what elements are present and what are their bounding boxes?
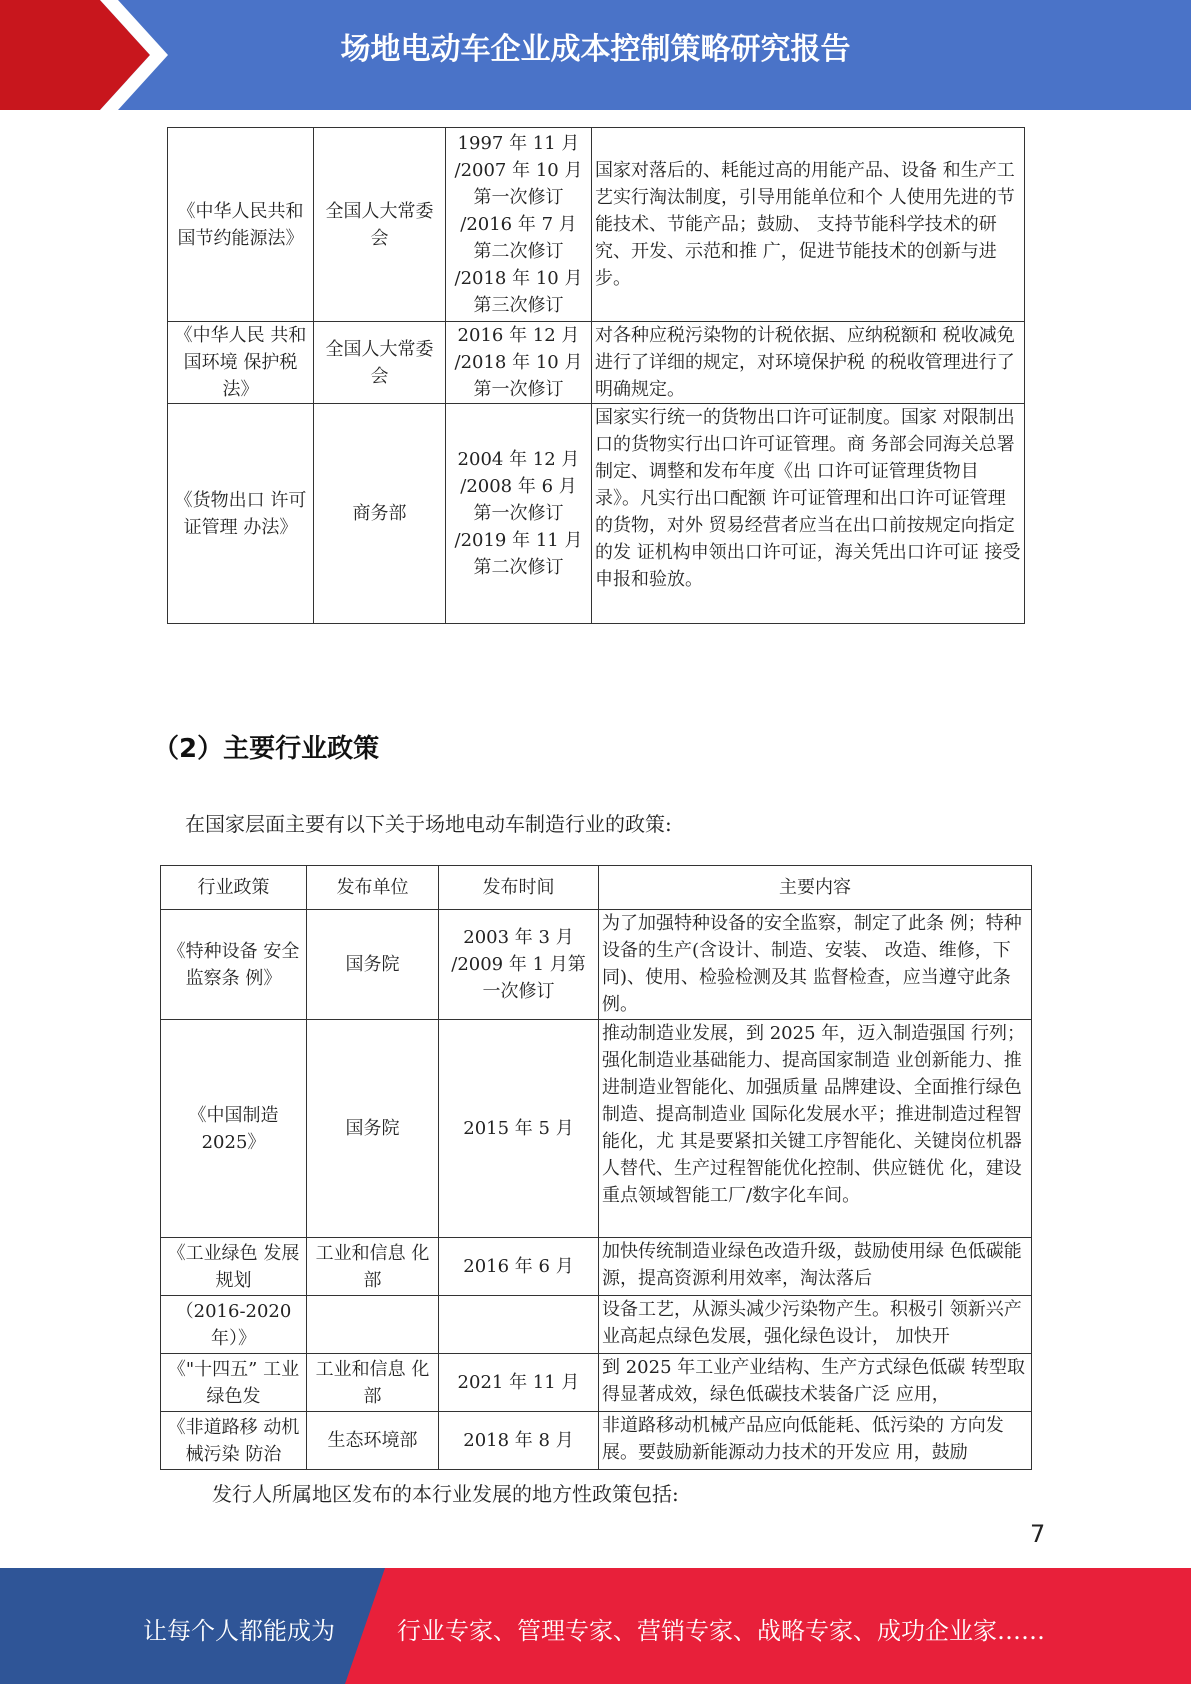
table-row <box>161 1412 1032 1470</box>
law-table <box>167 127 1025 624</box>
table-row <box>168 128 1025 322</box>
policy-name: 《中华人民 共和国环境 保护税法》 <box>168 322 314 404</box>
following-paragraph: 发行人所属地区发布的本行业发展的地方性政策包括: <box>212 1482 679 1506</box>
issue-date: 2016 年 6 月 <box>439 1238 599 1296</box>
column-header: 发布单位 <box>307 866 439 910</box>
issue-date: 1997 年 11 月 /2007 年 10 月第一次修订 /2016 年 7 月 第二次修订 /2018 年 10 月第三次修订 <box>446 128 592 322</box>
policy-name: 《非道路移 动机械污染 防治 <box>161 1412 307 1470</box>
table-row <box>161 1296 1032 1354</box>
section-heading: （2）主要行业政策 <box>153 734 380 764</box>
issue-date: 2021 年 11 月 <box>439 1354 599 1412</box>
column-header: 主要内容 <box>599 866 1032 910</box>
policy-name: 《特种设备 安全监察条 例》 <box>161 910 307 1020</box>
page-header <box>0 0 1191 110</box>
policy-content: 国家对落后的、耗能过高的用能产品、设备 和生产工艺实行淘汰制度，引导用能单位和个 人使用先进的节能技术、节能产品；鼓励、 支持节能科学技术的研究、开发、示范和推 广，促进节能技术的创新与进步。 <box>592 128 1025 322</box>
table-row <box>161 910 1032 1020</box>
policy-name: 《中国制造 2025》 <box>161 1020 307 1238</box>
policy-content: 为了加强特种设备的安全监察，制定了此条 例；特种设备的生产(含设计、制造、安装、 改造、维修，下同)、使用、检验检测及其 监督检查，应当遵守此条例。 <box>599 910 1032 1020</box>
issuer: 生态环境部 <box>307 1412 439 1470</box>
issue-date: 2015 年 5 月 <box>439 1020 599 1238</box>
policy-content: 对各种应税污染物的计税依据、应纳税额和 税收减免进行了详细的规定，对环境保护税 的税收管理进行了明确规定。 <box>592 322 1025 404</box>
issuer: 商务部 <box>314 404 446 624</box>
policy-content: 非道路移动机械产品应向低能耗、低污染的 方向发展。要鼓励新能源动力技术的开发应 用，鼓励 <box>599 1412 1032 1470</box>
industry-policy-table <box>160 865 1032 1470</box>
issue-date: 2016 年 12 月 /2018 年 10 月第一次修订 <box>446 322 592 404</box>
issuer: 工业和信息 化部 <box>307 1238 439 1296</box>
table-row <box>161 1354 1032 1412</box>
policy-name: （2016-2020 年）》 <box>161 1296 307 1354</box>
policy-content: 推动制造业发展，到 2025 年，迈入制造强国 行列；强化制造业基础能力、提高国家制造 业创新能力、推进制造业智能化、加强质量 品牌建设、全面推行绿色制造、提高制造业 国际化发展水平；推进制造过程智能化，尤 其是要紧扣关键工序智能化、关键岗位机器 人替代、生产过程智能优化控制、供应链优 化，建设重点领域智能工厂/数字化车间。 <box>599 1020 1032 1238</box>
issue-date: 2018 年 8 月 <box>439 1412 599 1470</box>
intro-paragraph: 在国家层面主要有以下关于场地电动车制造行业的政策: <box>185 812 672 836</box>
policy-content: 国家实行统一的货物出口许可证制度。国家 对限制出口的货物实行出口许可证管理。商 务部会同海关总署制定、调整和发布年度《出 口许可证管理货物目录》。凡实行出口配额 许可证管理和出口许可证管理的货物，对外 贸易经营者应当在出口前按规定向指定的发 证机构申领出口许可证，海关凭出口许可证 接受申报和验放。 <box>592 404 1025 624</box>
issuer: 全国人大常委会 <box>314 322 446 404</box>
policy-name: 《中华人民共和国节约能源法》 <box>168 128 314 322</box>
header-title: 场地电动车企业成本控制策略研究报告 <box>340 32 851 67</box>
issuer: 工业和信息 化部 <box>307 1354 439 1412</box>
policy-content: 设备工艺，从源头减少污染物产生。积极引 领新兴产业高起点绿色发展，强化绿色设计， 加快开 <box>599 1296 1032 1354</box>
issue-date: 2004 年 12 月 /2008 年 6 月 第一次修订 /2019 年 11 月 第二次修订 <box>446 404 592 624</box>
column-header: 发布时间 <box>439 866 599 910</box>
policy-name: 《工业绿色 发展规划 <box>161 1238 307 1296</box>
table-row <box>161 1238 1032 1296</box>
footer-slogan-left: 让每个人都能成为 <box>143 1617 335 1645</box>
issuer: 国务院 <box>307 1020 439 1238</box>
policy-content: 到 2025 年工业产业结构、生产方式绿色低碳 转型取得显著成效，绿色低碳技术装备广泛 应用， <box>599 1354 1032 1412</box>
page-number: 7 <box>1030 1520 1046 1548</box>
issue-date <box>439 1296 599 1354</box>
policy-name: 《货物出口 许可证管理 办法》 <box>168 404 314 624</box>
table-row <box>168 322 1025 404</box>
issuer: 全国人大常委会 <box>314 128 446 322</box>
policy-content: 加快传统制造业绿色改造升级，鼓励使用绿 色低碳能源，提高资源利用效率，淘汰落后 <box>599 1238 1032 1296</box>
column-header: 行业政策 <box>161 866 307 910</box>
footer-slogan-right: 行业专家、管理专家、营销专家、战略专家、成功企业家…… <box>397 1617 1045 1645</box>
table-header-row <box>161 866 1032 910</box>
policy-name: 《"十四五” 工业绿色发 <box>161 1354 307 1412</box>
issuer: 国务院 <box>307 910 439 1020</box>
page-footer <box>0 1568 1191 1684</box>
issue-date: 2003 年 3 月 /2009 年 1 月第一次修订 <box>439 910 599 1020</box>
table-row <box>161 1020 1032 1238</box>
issuer <box>307 1296 439 1354</box>
table-row <box>168 404 1025 624</box>
